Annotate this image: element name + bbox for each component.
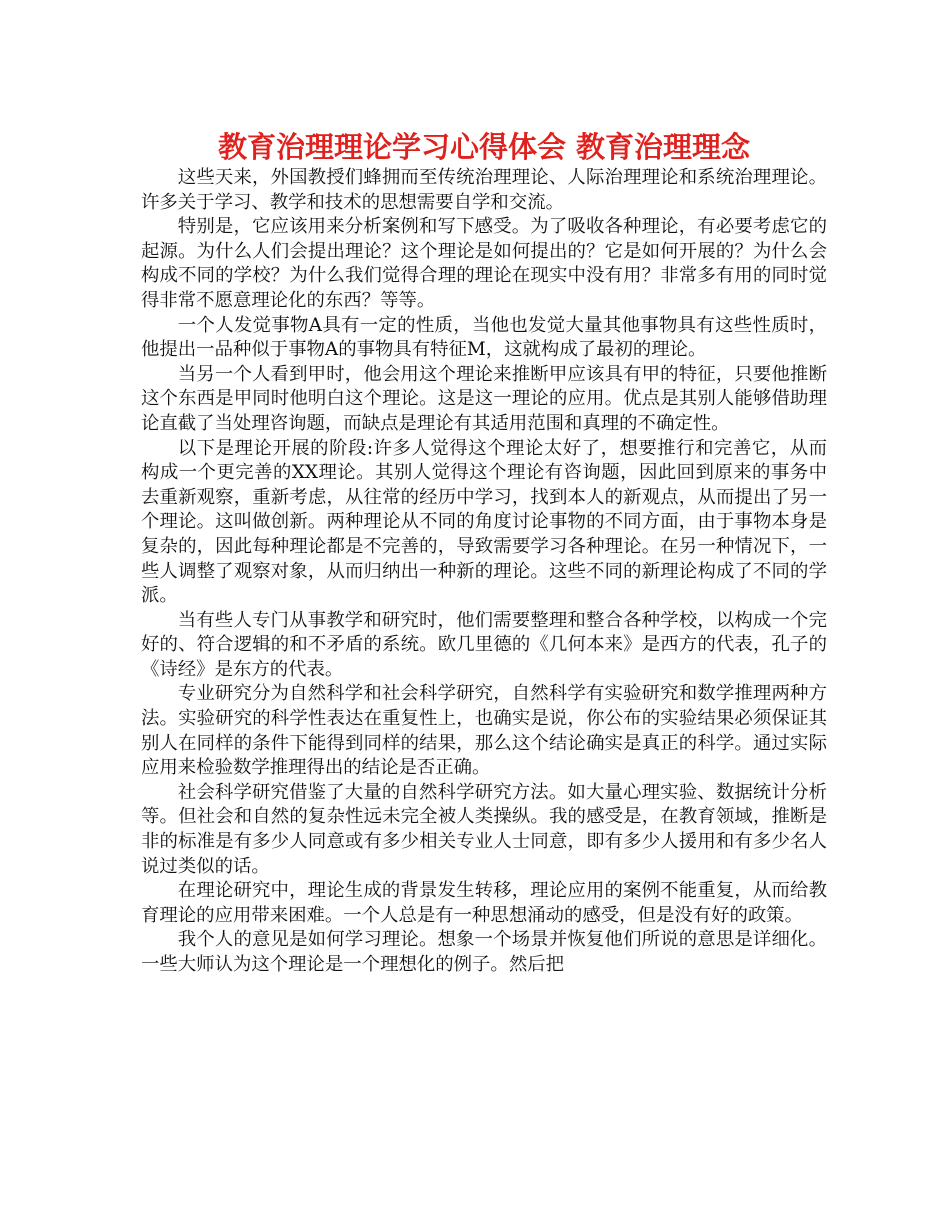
document-page — [141, 128, 827, 978]
document-body — [141, 166, 827, 978]
paragraph: 在理论研究中，理论生成的背景发生转移，理论应用的案例不能重复，从而给教育理论的应用带来困难。一个人总是有一种思想涌动的感受，但是没有好的政策。 — [141, 880, 827, 926]
paragraph: 这些天来，外国教授们蜂拥而至传统治理理论、人际治理理论和系统治理理论。许多关于学习、教学和技术的思想需要自学和交流。 — [141, 167, 827, 213]
paragraph: 以下是理论开展的阶段:许多人觉得这个理论太好了，想要推行和完善它，从而构成一个更完善的XX理论。其别人觉得这个理论有咨询题，因此回到原来的事务中去重新观察，重新考虑，从往常的经历中学习，找到本人的新观点，从而提出了另一个理论。这叫做创新。两种理论从不同的角度讨论事物的不同方面，由于事物本身是复杂的，因此每种理论都是不完善的，导致需要学习各种理论。在另一种情况下，一些人调整了观察对象，从而归纳出一种新的理论。这些不同的新理论构成了不同的学派。 — [141, 437, 827, 607]
document-title: 教育治理理论学习心得体会 教育治理理念 — [217, 130, 751, 164]
paragraph: 当另一个人看到甲时，他会用这个理论来推断甲应该具有甲的特征，只要他推断这个东西是甲同时他明白这个理论。这是这一理论的应用。优点是其别人能够借助理论直截了当处理咨询题，而缺点是理论有其适用范围和真理的不确定性。 — [141, 363, 827, 434]
paragraph: 我个人的意见是如何学习理论。想象一个场景并恢复他们所说的意思是详细化。一些大师认为这个理论是一个理想化的例子。然后把 — [141, 929, 827, 975]
paragraph: 专业研究分为自然科学和社会科学研究，自然科学有实验研究和数学推理两种方法。实验研究的科学性表达在重复性上，也确实是说，你公布的实验结果必须保证其别人在同样的条件下能得到同样的结果，那么这个结论确实是真正的科学。通过实际应用来检验数学推理得出的结论是否正确。 — [141, 683, 827, 779]
paragraph: 当有些人专门从事教学和研究时，他们需要整理和整合各种学校，以构成一个完好的、符合逻辑的和不矛盾的系统。欧几里德的《几何本来》是西方的代表，孔子的《诗经》是东方的代表。 — [141, 609, 827, 680]
paragraph: 社会科学研究借鉴了大量的自然科学研究方法。如大量心理实验、数据统计分析等。但社会和自然的复杂性远未完全被人类操纵。我的感受是，在教育领域，推断是非的标准是有多少人同意或有多少相关专业人士同意，即有多少人援用和有多少名人说过类似的话。 — [141, 781, 827, 877]
paragraph: 特别是，它应该用来分析案例和写下感受。为了吸收各种理论，有必要考虑它的起源。为什么人们会提出理论？这个理论是如何提出的？它是如何开展的？为什么会构成不同的学校？为什么我们觉得合理的理论在现实中没有用？非常多有用的同时觉得非常不愿意理论化的东西？等等。 — [141, 216, 827, 311]
paragraph: 一个人发觉事物A具有一定的性质，当他也发觉大量其他事物具有这些性质时，他提出一品种似于事物A的事物具有特征M，这就构成了最初的理论。 — [141, 314, 827, 361]
